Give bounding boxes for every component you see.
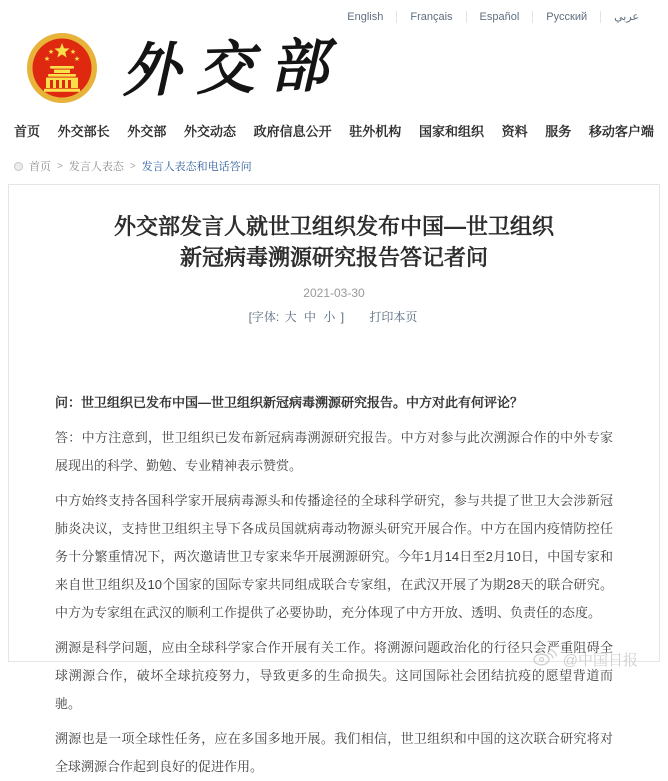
svg-text:★: ★ (43, 56, 51, 63)
nav-item-overseas-missions[interactable]: 驻外机构 (349, 124, 402, 139)
article-title-line2: 新冠病毒溯源研究报告答记者问 (179, 245, 488, 270)
nav-item-government-info[interactable]: 政府信息公开 (253, 124, 332, 139)
paragraph: 中方始终支持各国科学家开展病毒源头和传播途径的全球科学研究，参与共提了世卫大会涉新冠肺炎决议，支持世卫组织主导下各成员国就病毒动物源头研究开展合作。中方在国内疫情防控任务十分繁重情况下，两次邀请世卫专家来华开展溯源研究。今年1月14日至2月10日，中国专家和来自世卫组织及10个国家的国际专家共同组成联合专家组，在武汉开展了为期28天的联合研究。中方为专家组在武汉的顺利工作提供了必要协助，充分体现了中方开放、透明、负责任的态度。 (55, 493, 613, 620)
site-logo-link[interactable] (26, 32, 344, 104)
china-national-emblem-icon (26, 32, 98, 104)
nav-item-resources[interactable]: 资料 (501, 124, 528, 139)
nav-item-home[interactable]: 首页 (14, 124, 41, 139)
nav-item-ministry[interactable]: 外交部 (127, 124, 167, 139)
font-size-small-button[interactable]: 小 (323, 310, 336, 324)
nav-item-services[interactable]: 服务 (545, 124, 572, 139)
svg-text:★: ★ (47, 49, 55, 56)
article-title-line1: 外交部发言人就世卫组织发布中国—世卫组织 (113, 214, 554, 239)
breadcrumb-spokesperson-link[interactable]: 发言人表态 (68, 161, 124, 173)
svg-text:★: ★ (73, 56, 81, 63)
nav-item-foreign-minister[interactable]: 外交部长 (57, 124, 110, 139)
font-size-label-open: [字体: (248, 310, 280, 324)
paragraph: 溯源也是一项全球性任务，应在多国多地开展。我们相信，世卫组织和中国的这次联合研究将对全球溯源合作起到良好的促进作用。 (55, 731, 613, 774)
lang-link-espanol[interactable]: Español (467, 11, 534, 23)
paragraph-answer: 答：中方注意到，世卫组织已发布新冠病毒溯源研究报告。中方对参与此次溯源合作的中外专家展现出的科学、勤勉、专业精神表示赞赏。 (55, 430, 613, 473)
breadcrumb-separator: > (57, 160, 63, 172)
font-size-label-close: ] (340, 310, 345, 324)
article-meta-controls (55, 308, 613, 325)
weibo-watermark (532, 648, 638, 670)
lang-link-arabic[interactable]: عربي (614, 11, 639, 23)
breadcrumb-home-link[interactable]: 首页 (29, 161, 51, 173)
article-container (8, 184, 660, 774)
nav-item-countries-orgs[interactable]: 国家和组织 (418, 124, 484, 139)
nav-item-mobile-client[interactable]: 移动客户端 (588, 124, 654, 139)
breadcrumb-separator: > (129, 160, 136, 172)
print-page-button[interactable]: 打印本页 (369, 310, 418, 324)
paragraph-question: 问：世卫组织已发布中国—世卫组织新冠病毒溯源研究报告。中方对此有何评论？ (55, 395, 524, 410)
lang-link-english[interactable]: English (334, 11, 397, 23)
paragraph: 溯源是科学问题，应由全球科学家合作开展有关工作。将溯源问题政治化的行径只会严重阻碍全球溯源合作，破坏全球抗疫努力，导致更多的生命损失。这同国际社会团结抗疫的愿望背道而驰。 (55, 640, 613, 711)
main-nav (0, 111, 668, 152)
language-bar (0, 0, 668, 23)
font-size-large-button[interactable]: 大 (284, 310, 297, 324)
breadcrumb (0, 152, 668, 182)
weibo-watermark-text: @中国日报 (562, 651, 638, 669)
site-header (0, 23, 668, 111)
site-title-calligraphy: 外交部 (121, 31, 345, 105)
lang-link-russian[interactable]: Русский (533, 11, 601, 23)
article-body (55, 389, 613, 781)
breadcrumb-current-page: 发言人表态和电话答问 (141, 161, 252, 173)
nav-item-diplomatic-activities[interactable]: 外交动态 (183, 124, 236, 139)
svg-text:★: ★ (69, 49, 77, 56)
weibo-icon (532, 648, 558, 670)
article-date: 2021-03-30 (303, 286, 365, 300)
lang-link-francais[interactable]: Français (397, 11, 466, 23)
breadcrumb-bullet-icon (14, 162, 23, 171)
article-title (55, 211, 613, 273)
font-size-medium-button[interactable]: 中 (303, 310, 316, 324)
